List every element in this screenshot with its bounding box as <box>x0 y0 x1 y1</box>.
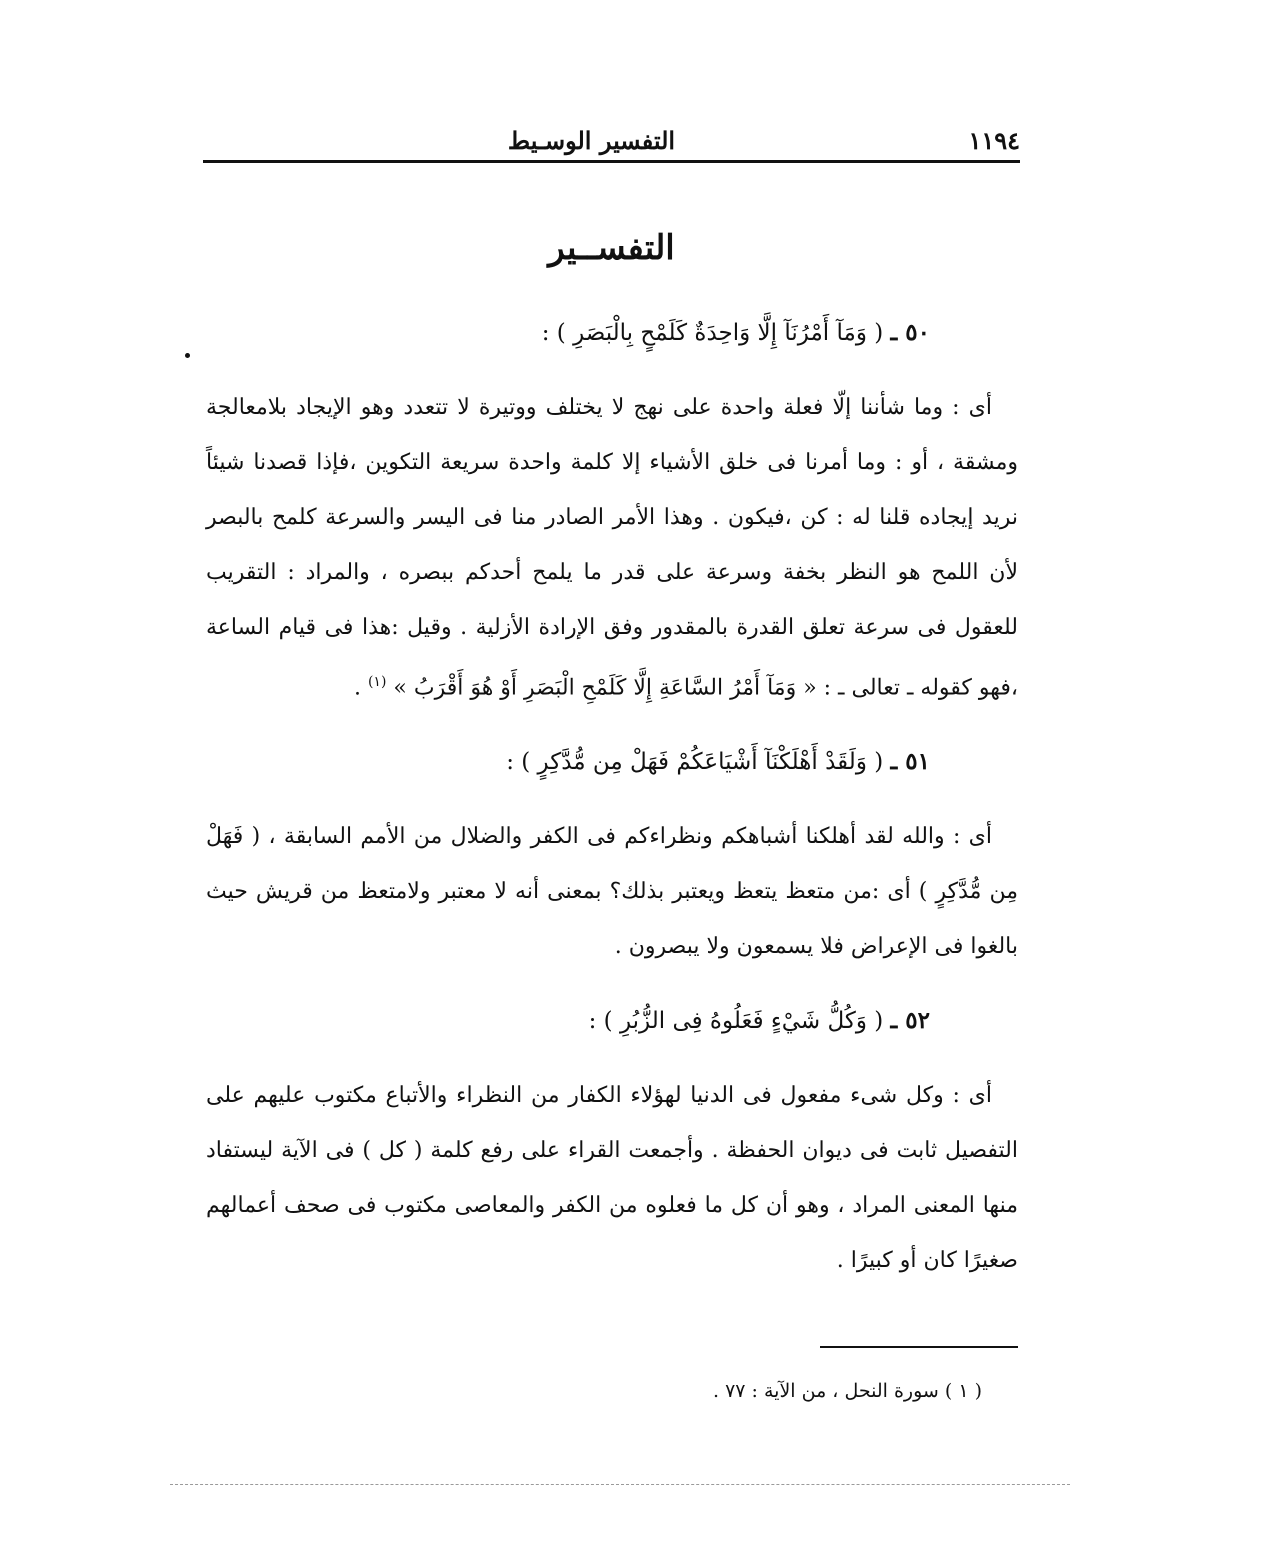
paragraph-text: أى : وما شأننا إلّا فعلة واحدة على نهج لا يختلف ووتيرة لا تتعدد وهو الإيجاد بلامعالجة ومشقة ، أو : وما أمرنا فى خلق الأشياء إلا كلمة واحدة سريعة التكوين ،فإذا قصدنا شيئاً نريد إيجاده قلنا له : كن ،فيكون . وهذا الأمر الصادر منا فى اليسر والسرعة كلمح بالبصر لأن اللمح هو النظر بخفة وسرعة على قدر ما يلمح أحدكم ببصره ، والمراد : التقريب للعقول فى سرعة تعلق القدرة بالمقدور وفق الإرادة الأزلية . وقيل :هذا فى قيام الساعة ،فهو كقوله ـ تعالى ـ : « وَمَآ أَمْرُ السَّاعَةِ إِلَّا كَلَمْحِ الْبَصَرِ أَوْ هُوَ أَقْرَبُ » <box>206 395 1018 701</box>
running-head <box>203 118 1020 158</box>
spacer <box>206 783 1018 809</box>
book-title: التفسير الوسـيط <box>507 126 676 155</box>
verse-text: ( وَلَقَدْ أَهْلَكْنَآ أَشْيَاعَكُمْ فَهَلْ مِن مُّدَّكِرٍ ) : <box>506 749 884 776</box>
section-title: التفســير <box>548 228 675 268</box>
commentary-paragraph-51: أى : والله لقد أهلكنا أشباهكم ونظراءكم فى الكفر والضلال من الأمم السابقة ، ( فَهَلْ مِن مُّدَّكِرٍ ) أى :من متعظ يتعظ ويعتبر بذلك؟ بمعنى أنه لا معتبر ولامتعظ من قريش حيث بالغوا فى الإعراض فلا يسمعون ولا يبصرون . <box>206 824 1018 960</box>
stray-dot <box>185 353 190 358</box>
commentary-body <box>206 312 1018 1288</box>
spacer <box>206 1042 1018 1068</box>
commentary-paragraph-50: أى : وما شأننا إلّا فعلة واحدة على نهج لا يختلف ووتيرة لا تتعدد وهو الإيجاد بلامعالجة ومشقة ، أو : وما أمرنا فى خلق الأشياء إلا كلمة واحدة سريعة التكوين ،فإذا قصدنا شيئاً نريد إيجاده قلنا له : كن ،فيكون . وهذا الأمر الصادر منا فى اليسر والسرعة كلمح بالبصر لأن اللمح هو النظر بخفة وسرعة على قدر ما يلمح أحدكم ببصره ، والمراد : التقريب للعقول فى سرعة تعلق القدرة بالمقدور وفق الإرادة الأزلية . وقيل :هذا فى قيام الساعة ،فهو كقوله ـ تعالى ـ : « وَمَآ أَمْرُ السَّاعَةِ إِلَّا كَلَمْحِ الْبَصَرِ أَوْ هُوَ أَقْرَبُ » $^{(١)}$ . <box>206 395 1018 701</box>
verse-heading-50 <box>206 312 1018 354</box>
verse-heading-51 <box>206 741 1018 783</box>
footnote-rule <box>820 1346 1018 1348</box>
footnote: ( ١ ) سورة النحل ، من الآية : ٧٧ . <box>712 1380 982 1402</box>
footnote-reference: (١) <box>367 674 387 690</box>
verse-number: ٥٠ ـ <box>890 319 930 346</box>
verse-heading-52 <box>206 1000 1018 1042</box>
spacer <box>206 354 1018 380</box>
page-number: ١١٩٤ <box>968 126 1020 155</box>
verse-text: ( وَمَآ أَمْرُنَآ إِلَّا وَاحِدَةٌ كَلَمْحٍ بِالْبَصَرِ ) : <box>541 320 884 346</box>
verse-number: ٥٢ ـ <box>890 1007 930 1035</box>
verse-number: ٥١ ـ <box>890 748 930 776</box>
commentary-paragraph-52: أى : وكل شىء مفعول فى الدنيا لهؤلاء الكفار من النظراء والأتباع مكتوب عليهم على التفصيل ثابت فى ديوان الحفظة . وأجمعت القراء على رفع كلمة ( كل ) فى الآية ليستفاد منها المعنى المراد ، وهو أن كل ما فعلوه من الكفر والمعاصى مكتوب فى صحف أعمالهم صغيرًا كان أو كبيرًا . <box>206 1083 1018 1274</box>
verse-text: ( وَكُلُّ شَيْءٍ فَعَلُوهُ فِى الزُّبُرِ ) : <box>588 1008 884 1035</box>
spacer <box>206 715 1018 741</box>
spacer <box>206 974 1018 1000</box>
header-rule <box>203 160 1020 163</box>
scan-edge-line <box>170 1484 1070 1485</box>
